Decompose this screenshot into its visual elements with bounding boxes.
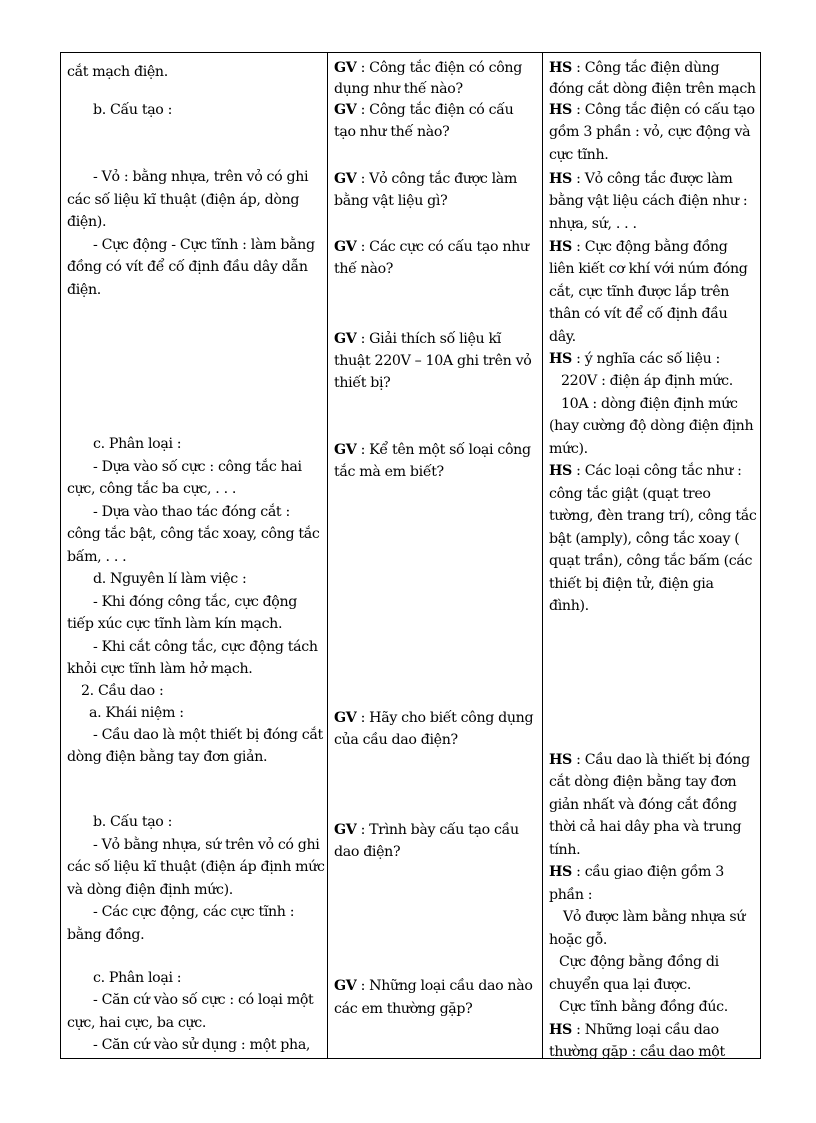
speaker-label: HS: [549, 60, 572, 76]
line-text: : Các loại công tắc như :: [571, 463, 742, 479]
col-mid-line: [334, 258, 393, 281]
line-text: dây.: [549, 329, 576, 345]
col-right-line: [549, 861, 724, 884]
line-text: liên kiết cơ khí với núm đóng: [549, 261, 748, 277]
col-mid-line: [334, 975, 533, 998]
line-text: - Khi đóng công tắc, cực động: [93, 594, 298, 610]
line-text: - Dựa vào số cực : công tắc hai: [93, 459, 302, 475]
line-text: thường gặp : cầu dao một: [549, 1044, 725, 1060]
line-text: d. Nguyên lí làm việc :: [93, 571, 247, 587]
line-text: thế nào?: [334, 261, 394, 277]
line-text: điện).: [67, 214, 107, 230]
speaker-label: GV: [334, 442, 357, 458]
speaker-label: GV: [334, 102, 357, 118]
line-text: thuật 220V – 10A ghi trên vỏ: [334, 353, 532, 369]
line-text: : Những loại cầu dao: [571, 1022, 719, 1038]
line-text: cực tĩnh.: [549, 147, 609, 163]
line-text: và dòng điện định mức).: [67, 882, 233, 898]
col-mid-line: [334, 729, 458, 752]
line-text: Cực tĩnh bằng đồng đúc.: [559, 999, 728, 1015]
col-right-line: [561, 393, 738, 416]
line-text: : Các cực có cấu tạo như: [356, 239, 529, 255]
line-text: công tắc giật (quạt treo: [549, 486, 711, 502]
line-text: c. Phân loại :: [93, 970, 182, 986]
line-text: đóng cắt dòng điện trên mạch: [549, 81, 756, 97]
speaker-label: HS: [549, 102, 572, 118]
line-text: các em thường gặp?: [334, 1001, 473, 1017]
col-left-line: [67, 546, 126, 569]
col-right-line: [549, 816, 741, 839]
line-text: - Vỏ : bằng nhựa, trên vỏ có ghi: [93, 169, 309, 185]
line-text: gồm 3 phần : vỏ, cực động và: [549, 124, 751, 140]
col-left-line: [67, 189, 299, 212]
col-right-line: [549, 236, 727, 259]
col-right-line: [549, 190, 747, 213]
line-text: : Công tắc điện có công: [356, 60, 522, 76]
col-left-line: [93, 456, 302, 479]
line-text: điện.: [67, 282, 101, 298]
col-left-line: [67, 1012, 206, 1035]
col-left-line: [67, 256, 308, 279]
col-right-line: [549, 749, 750, 772]
col-left-line: [67, 211, 106, 234]
col-right-line: [549, 78, 756, 101]
line-text: thời cả hai dây pha và trung: [549, 819, 742, 835]
col-right-line: [549, 794, 737, 817]
line-text: : Công tắc điện có cấu: [356, 102, 514, 118]
line-text: Cực động bằng đồng di: [559, 954, 719, 970]
speaker-label: GV: [334, 822, 357, 838]
col-mid-line: [334, 998, 472, 1021]
line-text: của cầu dao điện?: [334, 732, 458, 748]
line-text: 220V : điện áp định mức.: [561, 373, 733, 389]
col-right-line: [549, 839, 580, 862]
col-left-line: [67, 924, 144, 947]
line-text: hoặc gỗ.: [549, 932, 608, 948]
col-mid-line: [334, 707, 533, 730]
speaker-label: HS: [549, 864, 572, 880]
line-text: : ý nghĩa các số liệu :: [571, 351, 720, 367]
col-left-line: [93, 636, 318, 659]
line-text: - Cầu dao là một thiết bị đóng cắt: [93, 727, 323, 743]
col-left-line: [93, 568, 246, 591]
col-mid-line: [334, 121, 449, 144]
speaker-label: HS: [549, 171, 572, 187]
col-left-line: [93, 591, 297, 614]
line-text: : Cầu dao là thiết bị đóng: [571, 752, 750, 768]
col-right-line: [549, 483, 711, 506]
col-mid-line: [334, 99, 513, 122]
line-text: - Các cực động, các cực tĩnh :: [93, 904, 295, 920]
col-right-line: [549, 258, 748, 281]
lesson-table: [60, 52, 761, 1059]
col-left-line: [93, 834, 320, 857]
speaker-label: GV: [334, 171, 357, 187]
col-left-line: [67, 856, 325, 879]
col-right-line: [549, 144, 608, 167]
line-text: các số liệu kĩ thuật (điện áp định mức: [67, 859, 325, 875]
line-text: : cầu giao điện gồm 3: [571, 864, 724, 880]
line-text: chuyển qua lại được.: [549, 977, 692, 993]
col-mid-line: [334, 190, 447, 213]
line-text: - Căn cứ vào sử dụng : một pha,: [93, 1037, 311, 1053]
column-divider: [542, 53, 543, 1058]
col-right-line: [549, 99, 755, 122]
col-right-line: [559, 996, 728, 1019]
col-left-line: [67, 478, 236, 501]
line-text: : Công tắc điện dùng: [571, 60, 720, 76]
col-mid-line: [334, 461, 444, 484]
line-text: dụng như thế nào?: [334, 81, 463, 97]
speaker-label: HS: [549, 463, 572, 479]
col-right-line: [549, 550, 752, 573]
col-left-line: [67, 523, 319, 546]
line-text: cắt, cực tĩnh được lắp trên: [549, 284, 730, 300]
line-text: công tắc bật, công tắc xoay, công tắc: [67, 526, 320, 542]
col-left-line: [67, 746, 267, 769]
col-right-line: [549, 121, 750, 144]
col-right-line: [549, 326, 576, 349]
line-text: các số liệu kĩ thuật (điện áp, dòng: [67, 192, 300, 208]
col-right-line: [549, 929, 607, 952]
line-text: : Những loại cầu dao nào: [356, 978, 533, 994]
line-text: : Công tắc điện có cấu tạo: [571, 102, 755, 118]
line-text: tường, đèn trang trí), công tắc: [549, 508, 757, 524]
col-right-line: [549, 771, 736, 794]
col-left-line: [93, 501, 290, 524]
col-right-line: [549, 460, 742, 483]
column-divider: [327, 53, 328, 1058]
line-text: thiết bị điện tử, điện gia: [549, 576, 714, 592]
col-right-line: [563, 906, 745, 929]
col-left-line: [93, 433, 181, 456]
col-left-line: [93, 724, 323, 747]
col-right-line: [549, 573, 714, 596]
line-text: tính.: [549, 842, 581, 858]
col-right-line: [561, 370, 733, 393]
col-left-line: [93, 989, 313, 1012]
col-right-line: [549, 281, 729, 304]
col-right-line: [549, 438, 588, 461]
line-text: đồng có vít để cố định đầu dây dẫn: [67, 259, 308, 275]
line-text: giản nhất và đóng cắt đồng: [549, 797, 737, 813]
speaker-label: HS: [549, 752, 572, 768]
speaker-label: GV: [334, 331, 357, 347]
col-mid-line: [334, 168, 517, 191]
line-text: - Khi cắt công tắc, cực động tách: [93, 639, 318, 655]
line-text: 10A : dòng điện định mức: [561, 396, 738, 412]
col-left-line: [93, 166, 308, 189]
line-text: 2. Cầu dao :: [81, 683, 164, 699]
col-right-line: [549, 303, 727, 326]
col-left-line: [93, 99, 172, 122]
speaker-label: HS: [549, 1022, 572, 1038]
line-text: bằng đồng.: [67, 927, 145, 943]
col-left-line: [67, 879, 233, 902]
line-text: cực, công tắc ba cực, . . .: [67, 481, 237, 497]
line-text: - Cực động - Cực tĩnh : làm bằng: [93, 237, 315, 253]
col-right-line: [549, 528, 739, 551]
line-text: - Dựa vào thao tác đóng cắt :: [93, 504, 290, 520]
col-left-line: [67, 61, 168, 84]
line-text: bằng vật liệu cách điện như :: [549, 193, 748, 209]
line-text: thiết bị?: [334, 375, 391, 391]
line-text: dao điện?: [334, 844, 401, 860]
col-left-line: [93, 1034, 310, 1057]
col-right-line: [549, 1019, 719, 1042]
col-left-line: [93, 967, 181, 990]
speaker-label: GV: [334, 710, 357, 726]
col-right-line: [549, 1041, 725, 1064]
col-mid-line: [334, 372, 390, 395]
col-left-line: [81, 680, 163, 703]
col-right-line: [549, 974, 691, 997]
line-text: c. Phân loại :: [93, 436, 182, 452]
line-text: : Vỏ công tắc được làm: [356, 171, 517, 187]
line-text: - Vỏ bằng nhựa, sứ trên vỏ có ghi: [93, 837, 320, 853]
col-right-line: [549, 415, 753, 438]
col-mid-line: [334, 819, 519, 842]
col-left-line: [93, 234, 315, 257]
col-left-line: [67, 613, 282, 636]
line-text: tạo như thế nào?: [334, 124, 450, 140]
line-text: Vỏ được làm bằng nhựa sứ: [563, 909, 746, 925]
line-text: b. Cấu tạo :: [93, 102, 173, 118]
col-mid-line: [334, 78, 463, 101]
col-left-line: [93, 811, 172, 834]
col-left-line: [89, 702, 184, 725]
line-text: quạt trần), công tắc bấm (các: [549, 553, 753, 569]
line-text: mức).: [549, 441, 588, 457]
col-mid-line: [334, 350, 531, 373]
speaker-label: HS: [549, 239, 572, 255]
col-mid-line: [334, 439, 531, 462]
line-text: tắc mà em biết?: [334, 464, 444, 480]
col-left-line: [67, 658, 252, 681]
line-text: đình).: [549, 598, 589, 614]
speaker-label: HS: [549, 351, 572, 367]
line-text: khỏi cực tĩnh làm hở mạch.: [67, 661, 253, 677]
col-mid-line: [334, 328, 501, 351]
col-mid-line: [334, 57, 522, 80]
col-right-line: [549, 168, 733, 191]
col-right-line: [559, 951, 719, 974]
col-right-line: [549, 213, 637, 236]
line-text: phần :: [549, 887, 593, 903]
line-text: - Căn cứ vào số cực : có loại một: [93, 992, 314, 1008]
line-text: a. Khái niệm :: [89, 705, 184, 721]
col-left-line: [67, 279, 101, 302]
col-left-line: [93, 901, 294, 924]
speaker-label: GV: [334, 239, 357, 255]
col-right-line: [549, 595, 589, 618]
line-text: dòng điện bằng tay đơn giản.: [67, 749, 268, 765]
col-right-line: [549, 57, 719, 80]
line-text: nhựa, sứ, . . .: [549, 216, 637, 232]
col-right-line: [549, 884, 592, 907]
line-text: : Kể tên một số loại công: [356, 442, 531, 458]
line-text: thân có vít để cố định đầu: [549, 306, 728, 322]
line-text: cắt dòng điện bằng tay đơn: [549, 774, 737, 790]
line-text: : Cực động bằng đồng: [571, 239, 728, 255]
line-text: cắt mạch điện.: [67, 64, 168, 80]
col-mid-line: [334, 841, 400, 864]
line-text: bật (amply), công tắc xoay (: [549, 531, 740, 547]
line-text: b. Cấu tạo :: [93, 814, 173, 830]
col-right-line: [549, 505, 756, 528]
col-mid-line: [334, 236, 529, 259]
line-text: (hay cường độ dòng điện định: [549, 418, 754, 434]
line-text: : Hãy cho biết công dụng: [356, 710, 534, 726]
speaker-label: GV: [334, 60, 357, 76]
line-text: : Vỏ công tắc được làm: [571, 171, 733, 187]
line-text: bằng vật liệu gì?: [334, 193, 448, 209]
line-text: tiếp xúc cực tĩnh làm kín mạch.: [67, 616, 283, 632]
line-text: : Trình bày cấu tạo cầu: [356, 822, 519, 838]
line-text: bấm, . . .: [67, 549, 127, 565]
line-text: : Giải thích số liệu kĩ: [356, 331, 501, 347]
line-text: cực, hai cực, ba cực.: [67, 1015, 206, 1031]
col-right-line: [549, 348, 720, 371]
speaker-label: GV: [334, 978, 357, 994]
